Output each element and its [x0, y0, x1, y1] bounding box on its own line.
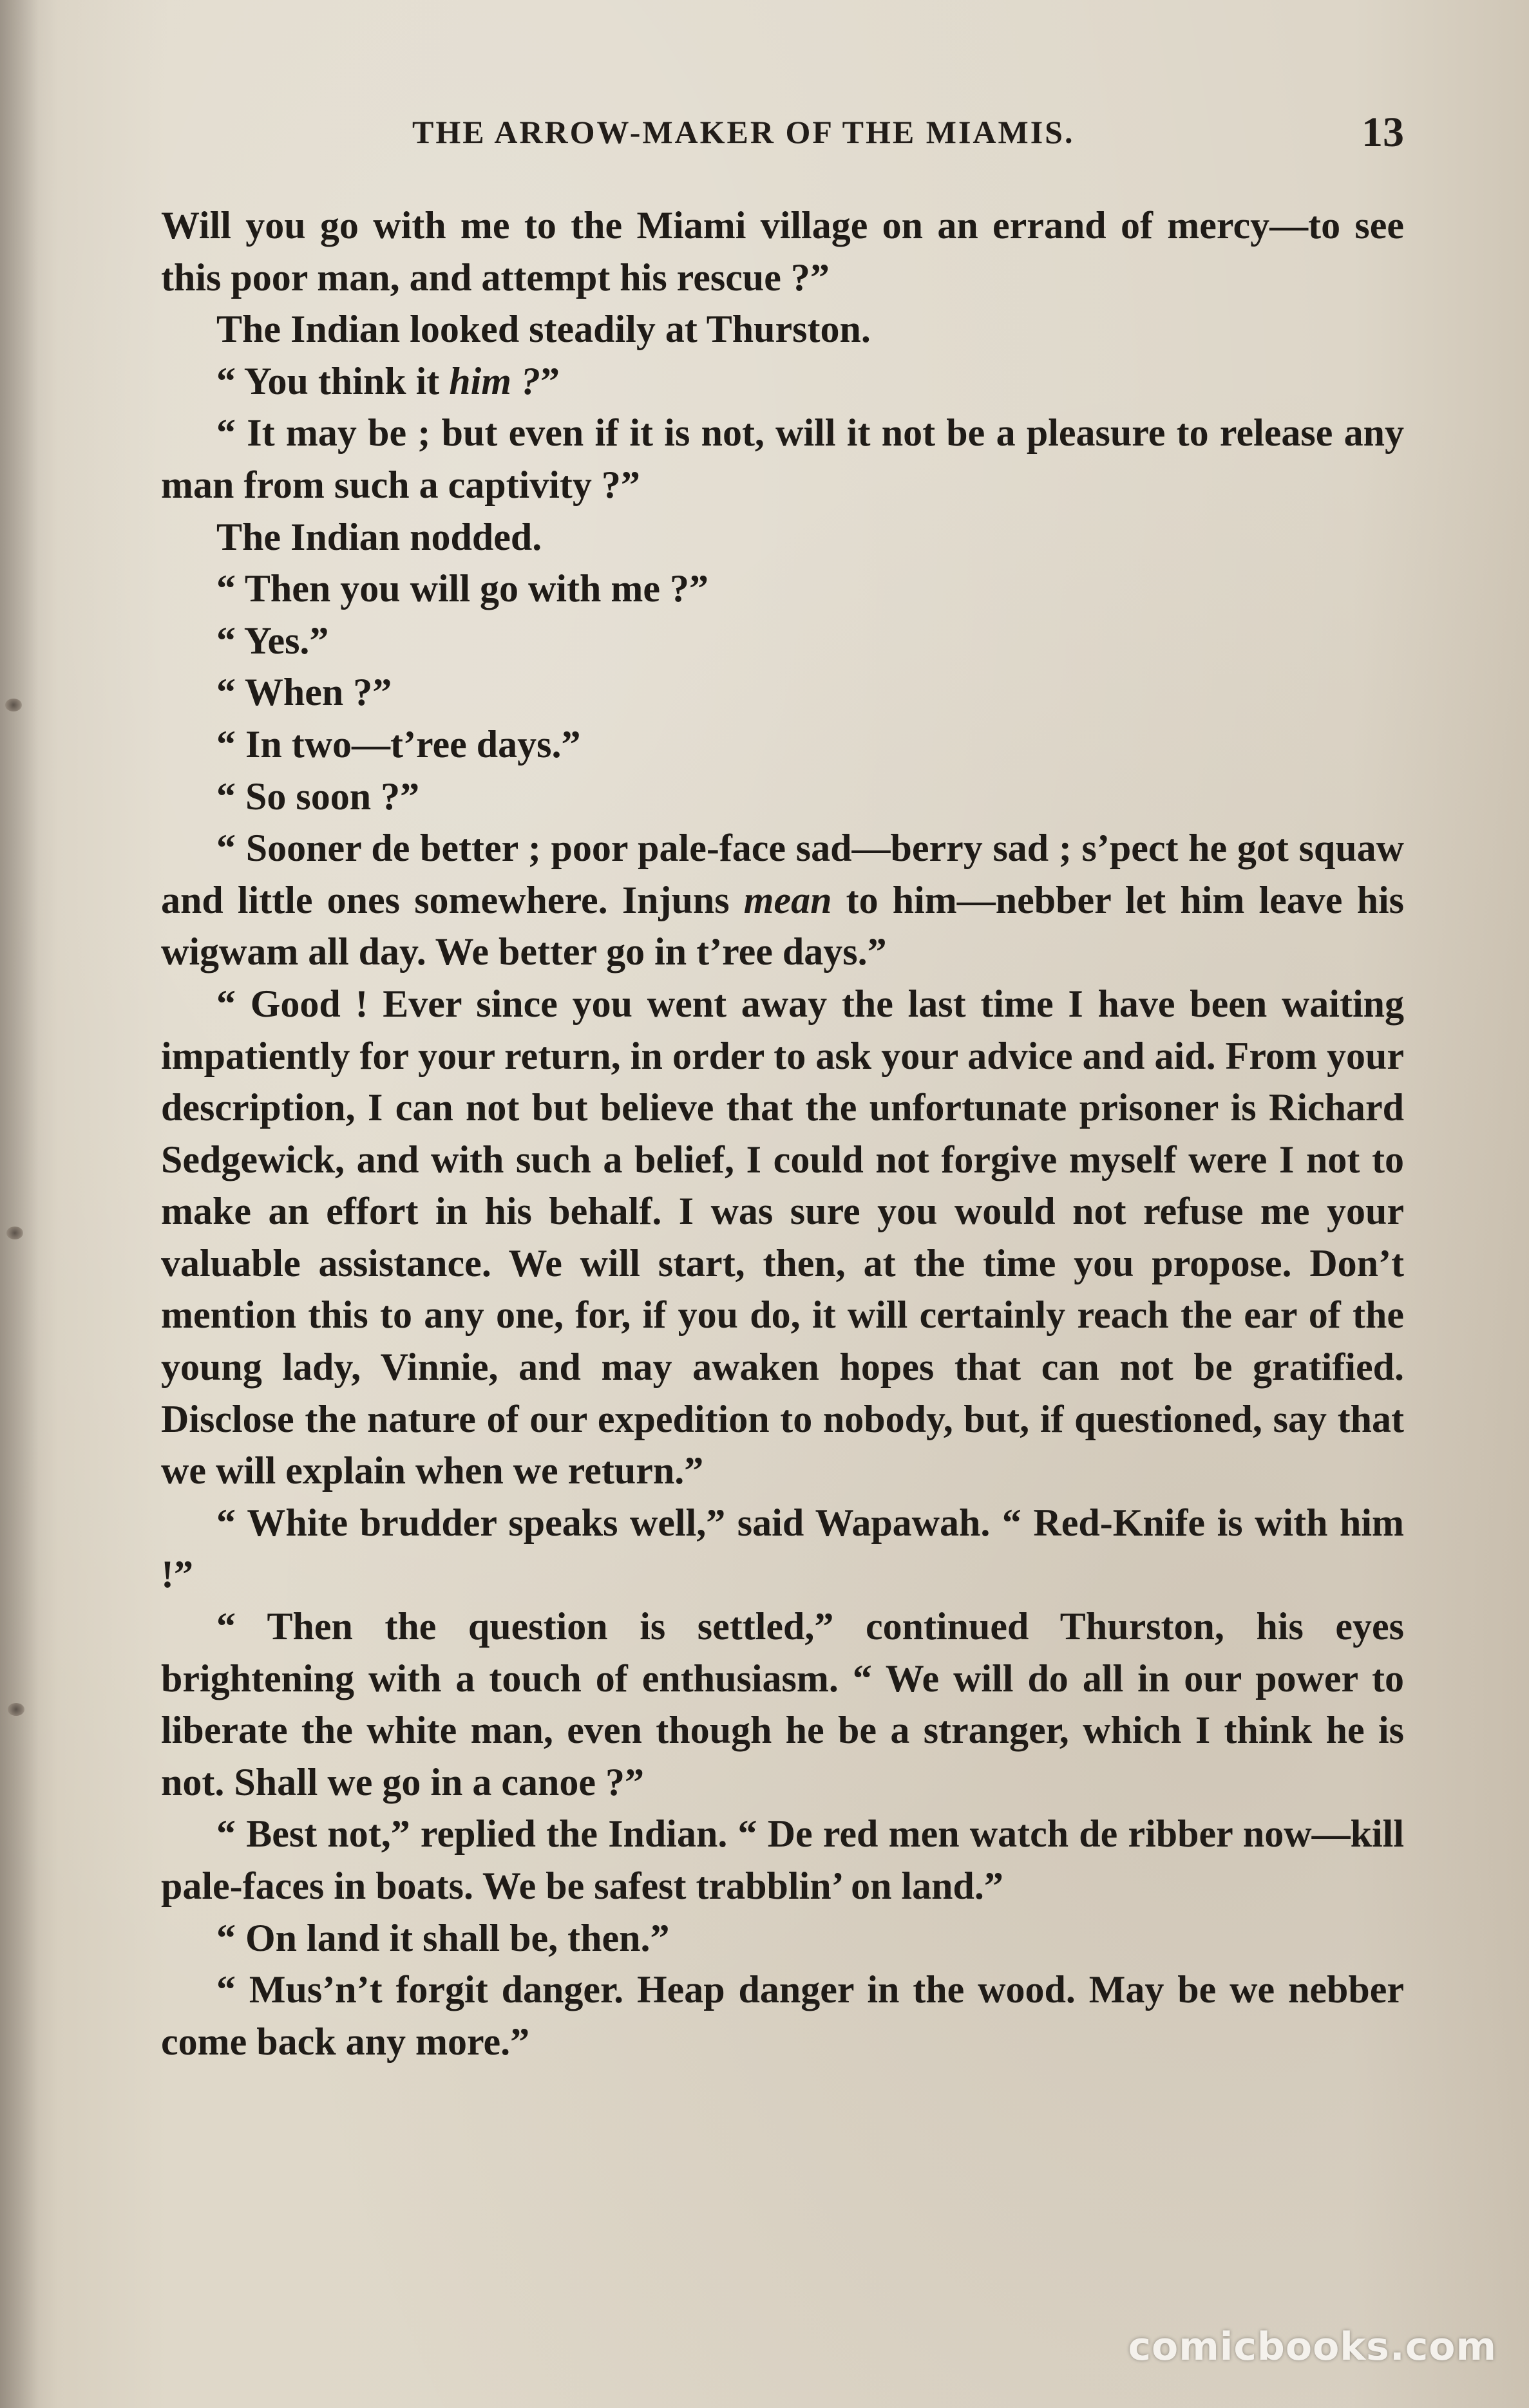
page-damage-mark: [5, 699, 22, 711]
paragraph-text: “ Yes.”: [216, 619, 329, 662]
paragraph-text: “ In two—t’ree days.”: [216, 722, 581, 766]
paragraph-text: “ White brudder speaks well,” said Wapawah. “ Red-Knife is with him !”: [161, 1501, 1404, 1596]
paragraph: [161, 511, 1404, 563]
paragraph-text: “ Best not,” replied the Indian. “ De red men watch de ribber now—kill pale-faces in boats. We be safest trabblin’ on land.”: [161, 1812, 1404, 1907]
paragraph: [161, 1497, 1404, 1601]
paragraph: [161, 1912, 1404, 1964]
paragraph: [161, 615, 1404, 667]
paragraph-text: The Indian nodded.: [216, 515, 542, 558]
paragraph: [161, 822, 1404, 978]
paragraph-text: “ Then you will go with me ?”: [216, 567, 708, 610]
paragraph-text: ”: [540, 359, 560, 402]
paragraph-text: The Indian looked steadily at Thurston.: [216, 308, 871, 351]
page-damage-mark: [8, 1703, 24, 1716]
paragraph: [161, 1964, 1404, 2067]
paragraph-text: “ It may be ; but even if it is not, will it not be a pleasure to release any man from such a captivity ?”: [161, 411, 1404, 506]
paragraph-text: “ When ?”: [216, 671, 392, 714]
paragraph-text: to him—nebber let him leave his wigwam all day. We better go in t’ree days.”: [161, 878, 1404, 974]
paragraph: [161, 978, 1404, 1497]
paragraph: [161, 719, 1404, 771]
paragraph: [161, 666, 1404, 719]
paragraph: [161, 1601, 1404, 1808]
page-number: 13: [1362, 109, 1404, 156]
paragraph-text: “ On land it shall be, then.”: [216, 1916, 670, 1959]
paragraph-text: “ Good ! Ever since you went away the last time I have been waiting impatiently for your return, in order to ask your advice and aid. From your description, I can not but believe that the unfortunate prisoner is Richard Sedgewick, and with such a belief, I could not forgive myself were I not to make an effort in his behalf. I was sure you would not refuse me your valuable assistance. We will start, then, at the time you propose. Don’t mention this to any one, for, if you do, it will certainly reach the ear of the young lady, Vinnie, and may awaken hopes that can not be gratified. Disclose the nature of our expedition to nobody, but, if questioned, say that we will explain when we return.”: [161, 982, 1404, 1492]
paragraph-text: “ You think it: [216, 359, 450, 402]
paragraph: [161, 355, 1404, 408]
body-text: [161, 200, 1404, 2067]
paragraph-text: “ So soon ?”: [216, 775, 420, 818]
page-damage-mark: [6, 1227, 23, 1239]
italic-text: mean: [743, 878, 832, 921]
paragraph: [161, 771, 1404, 823]
running-head: THE ARROW-MAKER OF THE MIAMIS.: [412, 114, 1075, 150]
paragraph: [161, 200, 1404, 303]
italic-text: him ?: [449, 359, 540, 402]
paragraph: [161, 1808, 1404, 1912]
watermark: comicbooks.com: [1128, 2324, 1497, 2369]
page-edge-shadow: [0, 0, 39, 2408]
paragraph-text: Will you go with me to the Miami village on an errand of mercy—to see this poor man, and attempt his rescue ?”: [161, 204, 1404, 299]
paragraph: [161, 407, 1404, 511]
page-header: [161, 108, 1404, 160]
paragraph-text: “ Then the question is settled,” continued Thurston, his eyes brightening with a touch of enthusiasm. “ We will do all in our power to liberate the white man, even though he be a stranger, which I think he is not. Shall we go in a canoe ?”: [161, 1605, 1404, 1803]
paragraph-text: “ Sooner de better ; poor pale-face sad—berry sad ; s’pect he got squaw and little ones somewhere. Injuns: [161, 827, 1404, 921]
paragraph: [161, 563, 1404, 615]
paragraph-text: “ Mus’n’t forgit danger. Heap danger in the wood. May be we nebber come back any more.”: [161, 1968, 1404, 2063]
paragraph: [161, 303, 1404, 355]
